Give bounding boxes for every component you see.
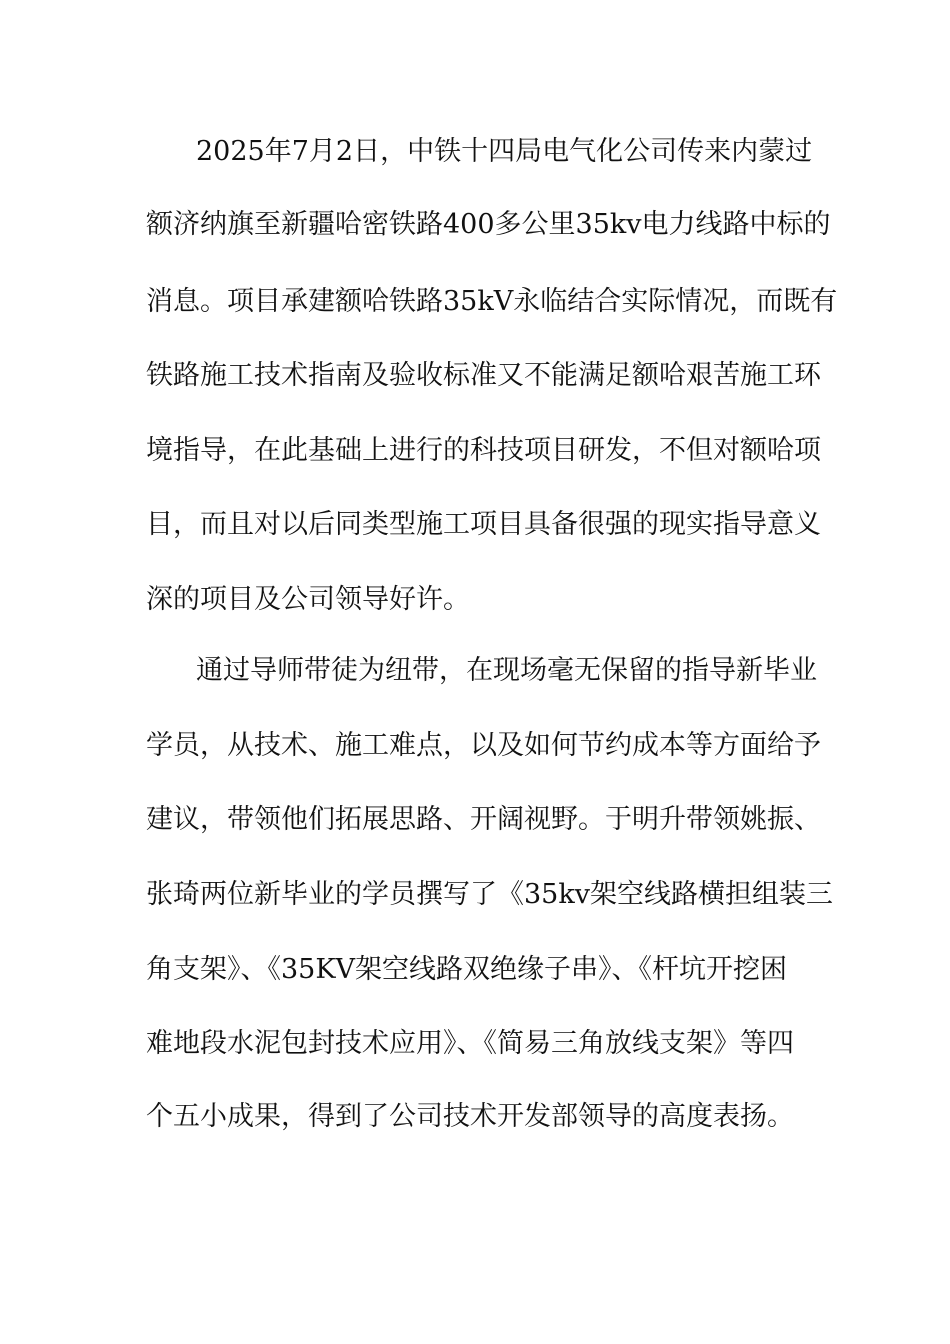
paragraph-1-line-2: 额济纳旗至新疆哈密铁路400多公里35kv电力线路中标的 bbox=[146, 209, 831, 240]
paragraph-2-line-7: 个五小成果，得到了公司技术开发部领导的高度表扬。 bbox=[146, 1101, 794, 1132]
paragraph-2-line-2: 学员，从技术、施工难点，以及如何节约成本等方面给予 bbox=[146, 730, 821, 761]
paragraph-1-line-3: 消息。项目承建额哈铁路35kV永临结合实际情况，而既有 bbox=[146, 286, 838, 317]
paragraph-1-line-5: 境指导，在此基础上进行的科技项目研发，不但对额哈项 bbox=[146, 435, 821, 466]
paragraph-2-line-4: 张琦两位新毕业的学员撰写了《35kv架空线路横担组装三 bbox=[146, 879, 833, 910]
paragraph-1-line-1: 2025年7月2日，中铁十四局电气化公司传来内蒙过 bbox=[196, 136, 813, 167]
paragraph-2-line-3: 建议，带领他们拓展思路、开阔视野。于明升带领姚振、 bbox=[146, 804, 821, 835]
paragraph-1-line-7: 深的项目及公司领导好许。 bbox=[146, 584, 470, 615]
paragraph-2-line-5: 角支架》、《35KV架空线路双绝缘子串》、《杆坑开挖困 bbox=[146, 954, 788, 985]
paragraph-2-line-6: 难地段水泥包封技术应用》、《简易三角放线支架》等四 bbox=[146, 1028, 794, 1059]
paragraph-2-line-1: 通过导师带徒为纽带，在现场毫无保留的指导新毕业 bbox=[196, 655, 817, 686]
paragraph-1-line-6: 目，而且对以后同类型施工项目具备很强的现实指导意义 bbox=[146, 509, 821, 540]
paragraph-1-line-4: 铁路施工技术指南及验收标准又不能满足额哈艰苦施工环 bbox=[146, 360, 821, 391]
